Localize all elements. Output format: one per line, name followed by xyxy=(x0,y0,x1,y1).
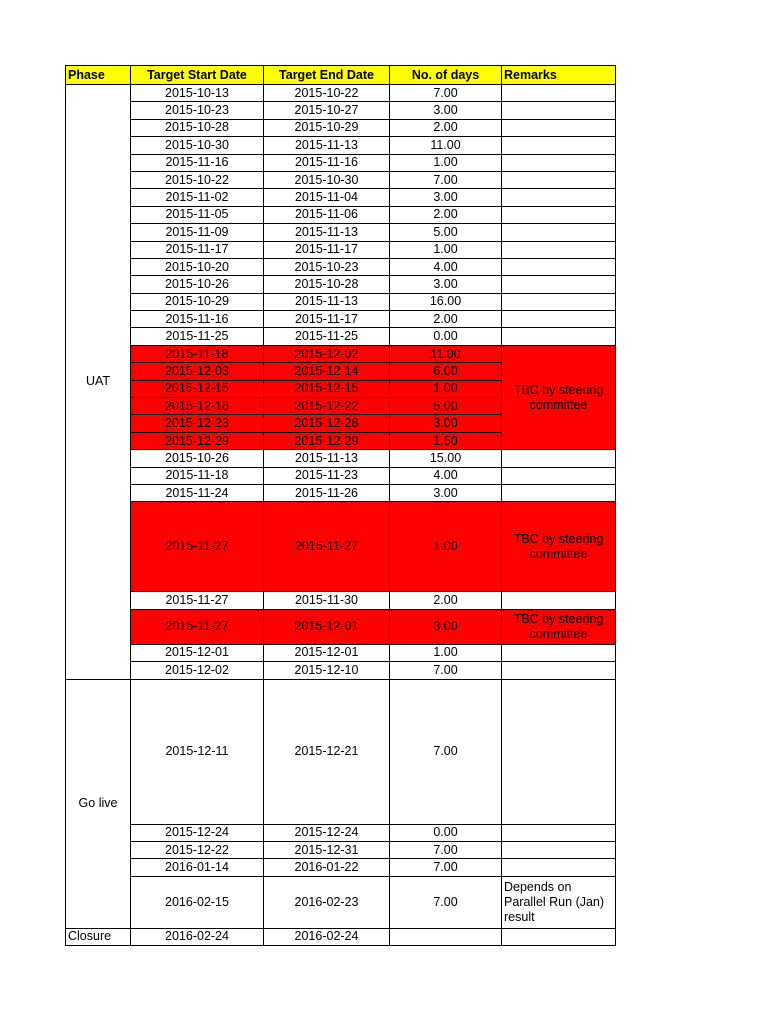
days-cell: 3.00 xyxy=(390,484,502,501)
days-cell: 11.00 xyxy=(390,137,502,154)
start-date-cell: 2015-10-30 xyxy=(131,137,264,154)
end-date-cell: 2015-11-26 xyxy=(264,484,390,501)
days-cell: 2.00 xyxy=(390,119,502,136)
phase-uat: UAT xyxy=(66,85,131,680)
end-date-cell: 2015-12-28 xyxy=(264,415,390,432)
end-date-cell: 2015-11-16 xyxy=(264,154,390,171)
table-row xyxy=(66,502,616,592)
schedule-table xyxy=(65,65,616,946)
remark-cell xyxy=(502,293,616,310)
days-cell: 5.00 xyxy=(390,224,502,241)
end-date-cell: 2015-12-29 xyxy=(264,432,390,449)
start-date-cell: 2015-11-27 xyxy=(131,502,264,592)
remark-cell xyxy=(502,119,616,136)
header-remarks: Remarks xyxy=(502,66,616,85)
end-date-cell: 2015-10-28 xyxy=(264,276,390,293)
days-cell: 7.00 xyxy=(390,841,502,858)
days-cell: 5.00 xyxy=(390,398,502,415)
start-date-cell: 2015-12-15 xyxy=(131,380,264,397)
table-row xyxy=(66,876,616,928)
end-date-cell: 2015-10-27 xyxy=(264,102,390,119)
table-row xyxy=(66,137,616,154)
schedule-body xyxy=(66,85,616,946)
remark-cell xyxy=(502,258,616,275)
header-target-start-date: Target Start Date xyxy=(131,66,264,85)
days-cell: 1.50 xyxy=(390,432,502,449)
table-row xyxy=(66,841,616,858)
end-date-cell: 2015-11-17 xyxy=(264,241,390,258)
remark-cell: Depends on Parallel Run (Jan) result xyxy=(502,876,616,928)
start-date-cell: 2015-11-16 xyxy=(131,311,264,328)
end-date-cell: 2015-10-30 xyxy=(264,171,390,188)
remark-cell xyxy=(502,189,616,206)
header-target-end-date: Target End Date xyxy=(264,66,390,85)
start-date-cell: 2016-02-15 xyxy=(131,876,264,928)
remark-cell xyxy=(502,154,616,171)
phase-closure: Closure xyxy=(66,928,131,945)
table-row xyxy=(66,206,616,223)
end-date-cell: 2015-10-22 xyxy=(264,85,390,102)
start-date-cell: 2015-11-05 xyxy=(131,206,264,223)
remark-cell xyxy=(502,859,616,876)
days-cell: 3.00 xyxy=(390,415,502,432)
remark-cell xyxy=(502,137,616,154)
table-row xyxy=(66,311,616,328)
remark-cell xyxy=(502,644,616,661)
table-row xyxy=(66,189,616,206)
days-cell: 16.00 xyxy=(390,293,502,310)
days-cell: 1.00 xyxy=(390,154,502,171)
days-cell: 0.00 xyxy=(390,328,502,345)
end-date-cell: 2015-12-14 xyxy=(264,363,390,380)
table-row xyxy=(66,859,616,876)
start-date-cell: 2015-10-22 xyxy=(131,171,264,188)
start-date-cell: 2015-12-22 xyxy=(131,841,264,858)
end-date-cell: 2015-11-13 xyxy=(264,293,390,310)
start-date-cell: 2015-12-29 xyxy=(131,432,264,449)
start-date-cell: 2015-11-25 xyxy=(131,328,264,345)
start-date-cell: 2015-12-11 xyxy=(131,679,264,824)
table-row xyxy=(66,928,616,945)
days-cell: 1.00 xyxy=(390,241,502,258)
table-row xyxy=(66,450,616,467)
start-date-cell: 2015-11-09 xyxy=(131,224,264,241)
remark-cell xyxy=(502,171,616,188)
start-date-cell: 2015-10-13 xyxy=(131,85,264,102)
table-row xyxy=(66,662,616,679)
days-cell: 2.00 xyxy=(390,311,502,328)
remark-cell xyxy=(502,85,616,102)
end-date-cell: 2015-11-13 xyxy=(264,137,390,154)
start-date-cell: 2015-12-03 xyxy=(131,363,264,380)
days-cell: 3.00 xyxy=(390,276,502,293)
start-date-cell: 2015-10-26 xyxy=(131,276,264,293)
days-cell: 7.00 xyxy=(390,171,502,188)
end-date-cell: 2016-02-24 xyxy=(264,928,390,945)
phase-golive: Go live xyxy=(66,679,131,928)
end-date-cell: 2015-11-25 xyxy=(264,328,390,345)
remark-cell xyxy=(502,311,616,328)
days-cell: 1.00 xyxy=(390,380,502,397)
days-cell: 0.00 xyxy=(390,824,502,841)
remark-cell xyxy=(502,928,616,945)
end-date-cell: 2015-11-06 xyxy=(264,206,390,223)
table-row xyxy=(66,345,616,362)
days-cell: 11.00 xyxy=(390,345,502,362)
start-date-cell: 2016-02-24 xyxy=(131,928,264,945)
days-cell: 6.00 xyxy=(390,363,502,380)
start-date-cell: 2015-11-17 xyxy=(131,241,264,258)
end-date-cell: 2015-11-17 xyxy=(264,311,390,328)
remark-cell xyxy=(502,484,616,501)
table-row xyxy=(66,241,616,258)
days-cell: 7.00 xyxy=(390,662,502,679)
remark-cell: TBC by steering committee xyxy=(502,502,616,592)
start-date-cell: 2015-10-20 xyxy=(131,258,264,275)
end-date-cell: 2015-10-23 xyxy=(264,258,390,275)
days-cell: 7.00 xyxy=(390,859,502,876)
days-cell: 3.00 xyxy=(390,102,502,119)
remark-cell: TBC by steering committee xyxy=(502,345,616,449)
end-date-cell: 2015-12-10 xyxy=(264,662,390,679)
table-row xyxy=(66,293,616,310)
start-date-cell: 2015-12-24 xyxy=(131,824,264,841)
remark-cell: TBC by steering committee xyxy=(502,609,616,644)
end-date-cell: 2015-11-13 xyxy=(264,450,390,467)
days-cell: 7.00 xyxy=(390,876,502,928)
start-date-cell: 2015-11-27 xyxy=(131,609,264,644)
days-cell: 3.00 xyxy=(390,189,502,206)
table-row xyxy=(66,679,616,824)
table-row xyxy=(66,824,616,841)
table-row xyxy=(66,592,616,609)
remark-cell xyxy=(502,824,616,841)
start-date-cell: 2015-12-01 xyxy=(131,644,264,661)
header-no-of-days: No. of days xyxy=(390,66,502,85)
table-row xyxy=(66,276,616,293)
table-row xyxy=(66,328,616,345)
remark-cell xyxy=(502,592,616,609)
start-date-cell: 2015-10-29 xyxy=(131,293,264,310)
end-date-cell: 2015-12-31 xyxy=(264,841,390,858)
remark-cell xyxy=(502,841,616,858)
days-cell xyxy=(390,928,502,945)
start-date-cell: 2015-12-23 xyxy=(131,415,264,432)
table-row xyxy=(66,154,616,171)
end-date-cell: 2015-11-30 xyxy=(264,592,390,609)
end-date-cell: 2015-12-21 xyxy=(264,679,390,824)
remark-cell xyxy=(502,276,616,293)
start-date-cell: 2015-12-16 xyxy=(131,398,264,415)
days-cell: 2.00 xyxy=(390,592,502,609)
start-date-cell: 2015-11-02 xyxy=(131,189,264,206)
table-row xyxy=(66,467,616,484)
table-row xyxy=(66,609,616,644)
start-date-cell: 2015-10-23 xyxy=(131,102,264,119)
start-date-cell: 2015-11-18 xyxy=(131,345,264,362)
days-cell: 3.00 xyxy=(390,609,502,644)
end-date-cell: 2015-11-04 xyxy=(264,189,390,206)
table-row xyxy=(66,171,616,188)
header-phase: Phase xyxy=(66,66,131,85)
start-date-cell: 2015-10-28 xyxy=(131,119,264,136)
table-row xyxy=(66,119,616,136)
remark-cell xyxy=(502,662,616,679)
end-date-cell: 2016-02-23 xyxy=(264,876,390,928)
start-date-cell: 2015-11-27 xyxy=(131,592,264,609)
start-date-cell: 2015-11-18 xyxy=(131,467,264,484)
start-date-cell: 2016-01-14 xyxy=(131,859,264,876)
table-row xyxy=(66,484,616,501)
end-date-cell: 2015-12-01 xyxy=(264,644,390,661)
end-date-cell: 2015-12-22 xyxy=(264,398,390,415)
end-date-cell: 2015-12-24 xyxy=(264,824,390,841)
end-date-cell: 2015-12-01 xyxy=(264,609,390,644)
start-date-cell: 2015-10-26 xyxy=(131,450,264,467)
remark-cell xyxy=(502,679,616,824)
remark-cell xyxy=(502,241,616,258)
table-row xyxy=(66,102,616,119)
remark-cell xyxy=(502,467,616,484)
remark-cell xyxy=(502,224,616,241)
days-cell: 2.00 xyxy=(390,206,502,223)
header-row xyxy=(66,66,616,85)
end-date-cell: 2015-12-15 xyxy=(264,380,390,397)
end-date-cell: 2015-11-23 xyxy=(264,467,390,484)
start-date-cell: 2015-11-24 xyxy=(131,484,264,501)
remark-cell xyxy=(502,450,616,467)
days-cell: 15.00 xyxy=(390,450,502,467)
table-row xyxy=(66,258,616,275)
days-cell: 7.00 xyxy=(390,85,502,102)
remark-cell xyxy=(502,102,616,119)
days-cell: 1.00 xyxy=(390,502,502,592)
days-cell: 1.00 xyxy=(390,644,502,661)
remark-cell xyxy=(502,206,616,223)
days-cell: 7.00 xyxy=(390,679,502,824)
end-date-cell: 2015-11-13 xyxy=(264,224,390,241)
remark-cell xyxy=(502,328,616,345)
end-date-cell: 2015-12-02 xyxy=(264,345,390,362)
table-row xyxy=(66,224,616,241)
days-cell: 4.00 xyxy=(390,258,502,275)
end-date-cell: 2015-11-27 xyxy=(264,502,390,592)
end-date-cell: 2015-10-29 xyxy=(264,119,390,136)
days-cell: 4.00 xyxy=(390,467,502,484)
table-row xyxy=(66,85,616,102)
start-date-cell: 2015-11-16 xyxy=(131,154,264,171)
table-row xyxy=(66,644,616,661)
end-date-cell: 2016-01-22 xyxy=(264,859,390,876)
start-date-cell: 2015-12-02 xyxy=(131,662,264,679)
